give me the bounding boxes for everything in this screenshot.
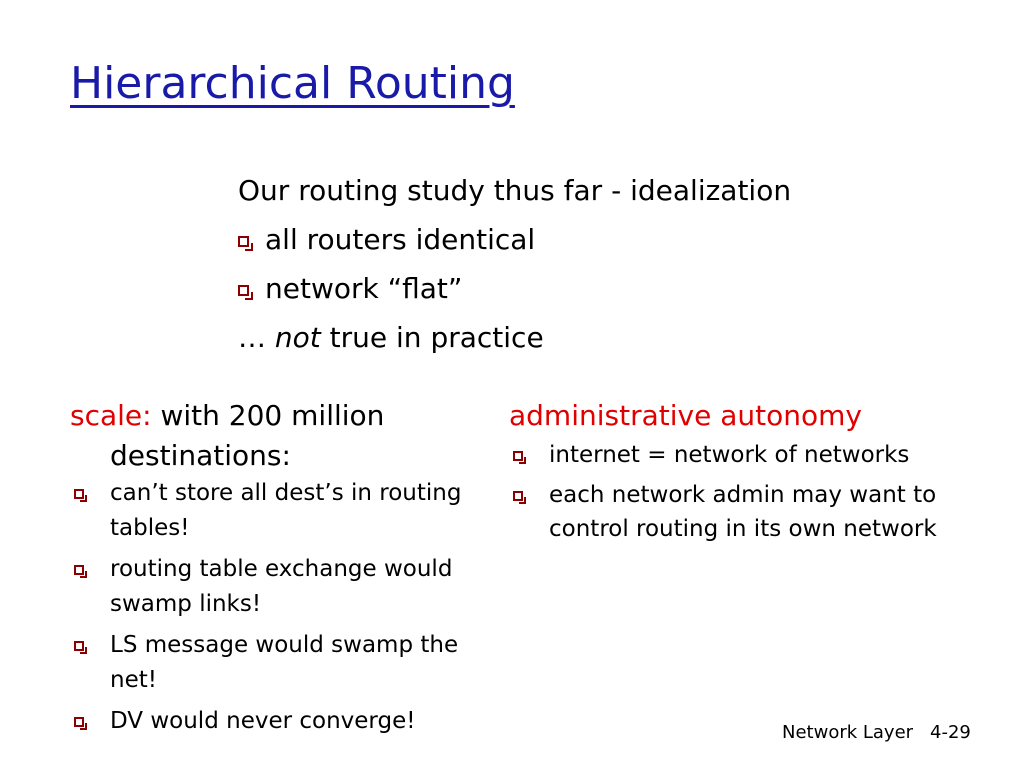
scale-heading-continuation: destinations:	[110, 439, 291, 472]
list-item	[70, 476, 470, 546]
list-item	[70, 628, 470, 698]
autonomy-column	[509, 396, 959, 546]
page-number: 4-29	[930, 722, 971, 743]
intro-bullet-text: all routers identical	[265, 223, 536, 256]
list-item-text: routing table exchange would swamp links!	[110, 556, 453, 617]
square-bullet-icon	[513, 451, 523, 461]
square-bullet-icon	[74, 717, 84, 727]
square-bullet-icon	[74, 641, 84, 651]
scale-label: scale:	[70, 399, 152, 432]
autonomy-heading: administrative autonomy	[509, 399, 862, 432]
list-item-text: each network admin may want to control routing in its own network	[549, 482, 937, 542]
scale-heading-text: with 200 million	[151, 399, 385, 432]
square-bullet-icon	[238, 236, 249, 247]
ellipsis-text: …	[238, 321, 275, 354]
conclusion-text: true in practice	[320, 321, 544, 354]
intro-conclusion	[238, 313, 791, 362]
square-bullet-icon	[74, 489, 84, 499]
square-bullet-icon	[238, 285, 249, 296]
list-item-text: internet = network of networks	[549, 442, 910, 468]
scale-bullet-list	[70, 476, 470, 739]
square-bullet-icon	[513, 491, 523, 501]
scale-column	[70, 396, 470, 739]
list-item-text: DV would never converge!	[110, 708, 416, 734]
list-item-text: LS message would swamp the net!	[110, 632, 459, 693]
square-bullet-icon	[74, 565, 84, 575]
intro-line: Our routing study thus far - idealization	[238, 174, 792, 207]
list-item	[70, 704, 470, 739]
intro-bullet	[238, 215, 791, 264]
footer-chapter: Network Layer	[782, 722, 914, 743]
intro-bullet	[238, 264, 791, 313]
list-item	[70, 552, 470, 622]
list-item	[509, 478, 959, 546]
slide-title: Hierarchical Routing	[70, 58, 515, 109]
list-item	[509, 438, 959, 472]
scale-heading	[70, 396, 470, 476]
list-item-text: can’t store all dest’s in routing tables!	[110, 480, 462, 541]
emphasis-text: not	[274, 321, 321, 354]
intro-block	[238, 166, 791, 362]
autonomy-bullet-list	[509, 438, 959, 546]
intro-bullet-text: network “flat”	[265, 272, 463, 305]
